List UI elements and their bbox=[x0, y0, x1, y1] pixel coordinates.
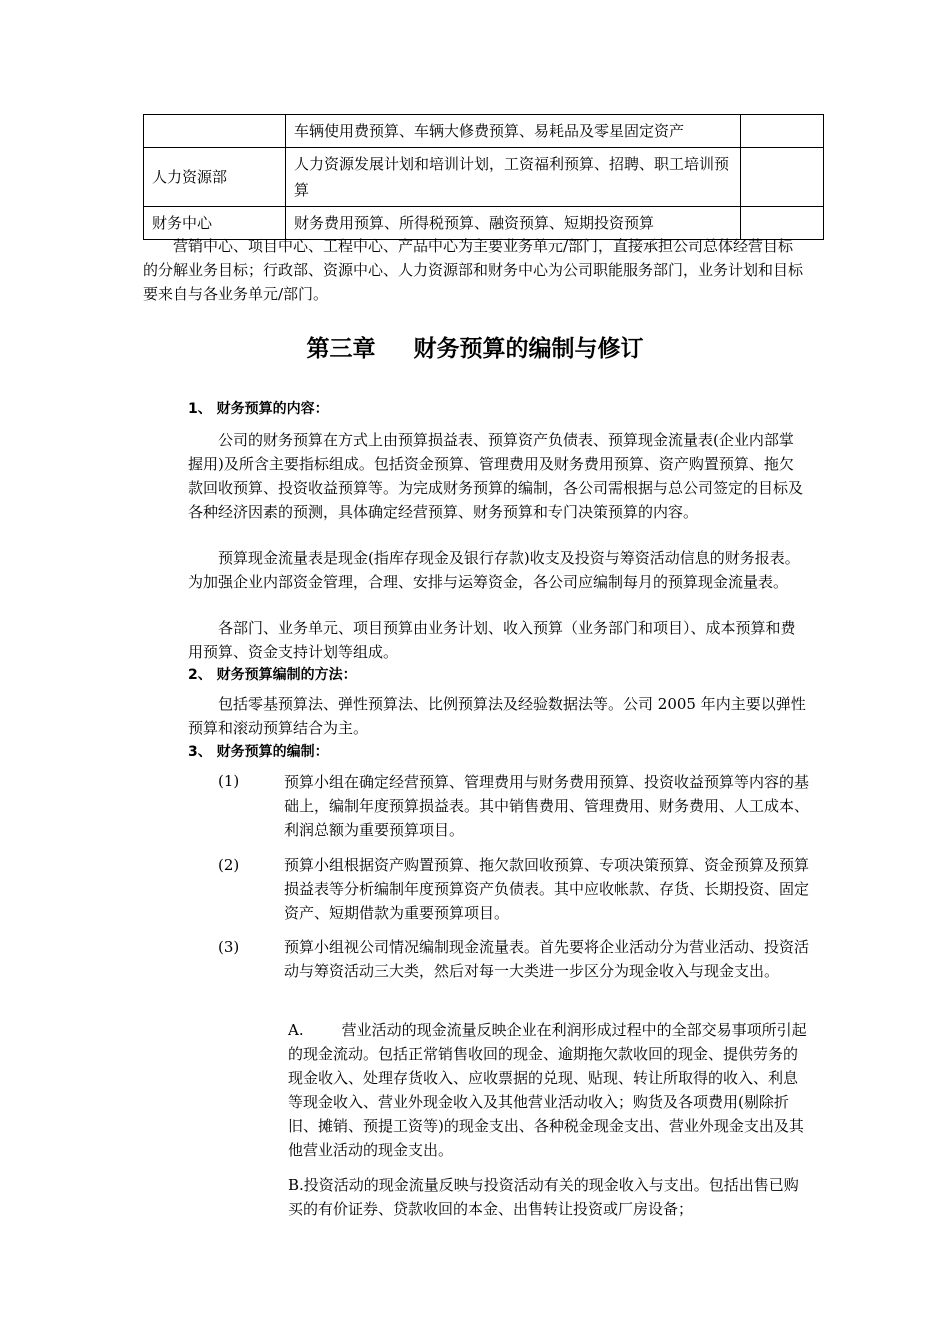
table-cell-note bbox=[741, 115, 824, 148]
subsection-b-text: 投资活动的现金流量反映与投资活动有关的现金收入与支出。包括出售已购买的有价证券、贷款收回的本金、出售转让投资或厂房设备； bbox=[288, 1176, 799, 1218]
section-1-paragraph-1: 公司的财务预算在方式上由预算损益表、预算资产负债表、预算现金流量表(企业内部掌握用)及所含主要指标组成。包括资金预算、管理费用及财务费用预算、资产购置预算、拖欠款回收预算、投资收益预算等。为完成财务预算的编制，各公司需根据与总公司签定的目标及各种经济因素的预测，具体确定经营预算、财务预算和专门决策预算的内容。 bbox=[188, 431, 804, 521]
table-row bbox=[144, 148, 824, 207]
table-cell-content: 财务费用预算、所得税预算、融资预算、短期投资预算 bbox=[286, 207, 741, 240]
table-cell-dept: 人力资源部 bbox=[144, 148, 286, 207]
section-1-heading: 1、 财务预算的内容： bbox=[188, 401, 329, 417]
chapter-number: 第三章 bbox=[306, 336, 376, 362]
subsection-a-label: A. bbox=[288, 1021, 304, 1039]
subsection-b bbox=[288, 1173, 808, 1221]
subsection-a bbox=[288, 1018, 808, 1162]
item-text: 预算小组视公司情况编制现金流量表。首先要将企业活动分为营业活动、投资活动与筹资活动三大类，然后对每一大类进一步区分为现金收入与现金支出。 bbox=[284, 938, 810, 980]
section-3-heading: 3、 财务预算的编制： bbox=[188, 744, 329, 760]
item-number: (2) bbox=[218, 856, 240, 874]
table-cell-content: 人力资源发展计划和培训计划，工资福利预算、招聘、职工培训预算 bbox=[286, 148, 741, 207]
table-row bbox=[144, 115, 824, 148]
intro-paragraph: 营销中心、项目中心、工程中心、产品中心为主要业务单元/部门，直接承担公司总体经营目标的分解业务目标；行政部、资源中心、人力资源部和财务中心为公司职能服务部门，业务计划和目标要来自与各业务单元/部门。 bbox=[143, 237, 804, 303]
budget-table bbox=[143, 114, 824, 240]
section-2-paragraph: 包括零基预算法、弹性预算法、比例预算法及经验数据法等。公司 2005 年内主要以弹性预算和滚动预算结合为主。 bbox=[188, 695, 806, 737]
table-cell-content: 车辆使用费预算、车辆大修费预算、易耗品及零星固定资产 bbox=[286, 115, 741, 148]
section-1-paragraph-3: 各部门、业务单元、项目预算由业务计划、收入预算（业务部门和项目）、成本预算和费用预算、资金支持计划等组成。 bbox=[188, 619, 796, 661]
section-2-heading: 2、 财务预算编制的方法： bbox=[188, 667, 357, 683]
table-cell-dept bbox=[144, 115, 286, 148]
item-text: 预算小组在确定经营预算、管理费用与财务费用预算、投资收益预算等内容的基础上，编制年度预算损益表。其中销售费用、管理费用、财务费用、人工成本、利润总额为重要预算项目。 bbox=[284, 773, 810, 839]
subsection-a-text: 营业活动的现金流量反映企业在利润形成过程中的全部交易事项所引起的现金流动。包括正常销售收回的现金、逾期拖欠款收回的现金、提供劳务的现金收入、处理存货收入、应收票据的兑现、贴现、转让所取得的收入、利息等现金收入、营业外现金收入及其他营业活动收入；购货及各项费用(剔除折旧、摊销、预提工资等)的现金支出、各种税金现金支出、营业外现金支出及其他营业活动的现金支出。 bbox=[288, 1021, 807, 1159]
item-number: (1) bbox=[218, 772, 240, 790]
table-cell-dept: 财务中心 bbox=[144, 207, 286, 240]
chapter-name: 财务预算的编制与修订 bbox=[413, 336, 644, 362]
table-cell-note bbox=[741, 148, 824, 207]
item-number: (3) bbox=[218, 938, 240, 956]
section-1-paragraph-2: 预算现金流量表是现金(指库存现金及银行存款)收支及投资与筹资活动信息的财务报表。为加强企业内部资金管理，合理、安排与运筹资金，各公司应编制每月的预算现金流量表。 bbox=[188, 549, 800, 591]
subsection-b-label: B. bbox=[288, 1176, 304, 1194]
chapter-title bbox=[0, 330, 950, 363]
item-text: 预算小组根据资产购置预算、拖欠款回收预算、专项决策预算、资金预算及预算损益表等分析编制年度预算资产负债表。其中应收帐款、存货、长期投资、固定资产、短期借款为重要预算项目。 bbox=[284, 856, 810, 922]
